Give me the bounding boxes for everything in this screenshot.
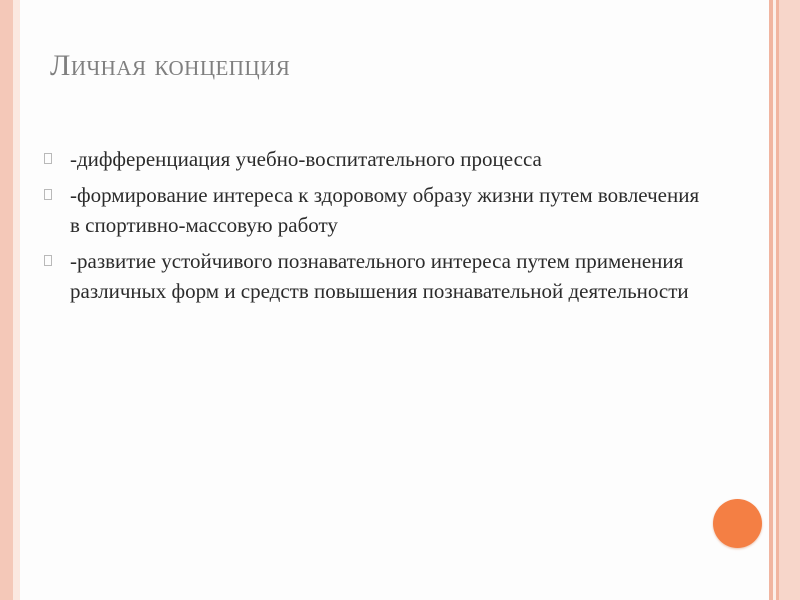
- bullet-item: [42, 144, 702, 174]
- left-frame-border: [0, 0, 13, 600]
- bullet-text: -формирование интереса к здоровому образу жизни путем вовлечения в спортивно-массовую работу: [70, 183, 700, 237]
- bullet-text: -развитие устойчивого познавательного интереса путем применения различных форм и средств повышения познавательной деятельности: [70, 249, 689, 303]
- bullet-item: [42, 180, 702, 240]
- orange-circle-icon: [713, 499, 762, 548]
- bullet-item: [42, 246, 702, 306]
- square-bullet-icon: [44, 189, 52, 200]
- square-bullet-icon: [44, 255, 52, 266]
- square-bullet-icon: [44, 153, 52, 164]
- bullet-list: [42, 144, 702, 312]
- left-frame-inner-border: [13, 0, 20, 600]
- slide-title: Личная концепция: [50, 49, 291, 82]
- right-frame-border: [779, 0, 800, 600]
- bullet-text: -дифференциация учебно-воспитательного процесса: [70, 147, 542, 171]
